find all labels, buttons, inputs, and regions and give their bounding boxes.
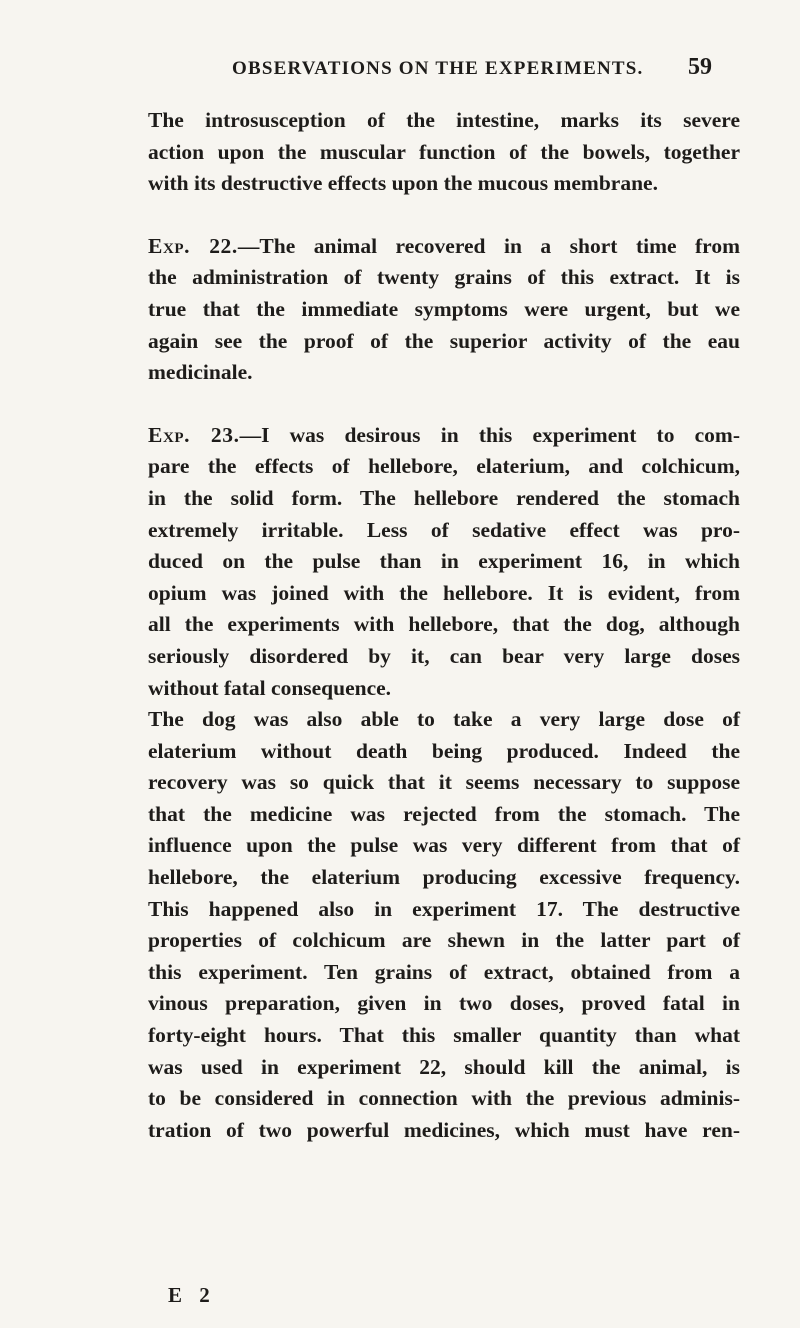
text-line xyxy=(114,420,740,452)
text-line: The introsusception of the intestine, marks its severe xyxy=(148,108,740,132)
experiment-label: Exp. 22. xyxy=(148,233,238,258)
text-line: action upon the muscular function of the bowels, together xyxy=(148,139,740,164)
text-line-rest: —I was desirous in this experiment to com- xyxy=(239,422,740,447)
text-line: hellebore, the elaterium producing excessive frequency. xyxy=(148,865,740,890)
text-line: medicinale. xyxy=(148,360,253,385)
text-line: properties of colchicum are shewn in the latter part of xyxy=(148,928,740,953)
text-line: this experiment. Ten grains of extract, obtained from a xyxy=(148,959,740,984)
text-line: This happened also in experiment 17. The destructive xyxy=(148,896,740,921)
body-text xyxy=(114,105,740,1146)
text-line: opium was joined with the hellebore. It is evident, from xyxy=(148,580,740,605)
text-line: that the medicine was rejected from the stomach. The xyxy=(148,801,740,826)
text-line: extremely irritable. Less of sedative effect was pro- xyxy=(148,517,740,542)
text-line: pare the effects of hellebore, elaterium, and colchicum, xyxy=(148,454,740,479)
text-line: recovery was so quick that it seems necessary to suppose xyxy=(148,770,740,795)
paragraph-exp-22 xyxy=(114,231,740,389)
text-line: the administration of twenty grains of this extract. It is xyxy=(148,265,740,290)
running-head: OBSERVATIONS ON THE EXPERIMENTS. xyxy=(232,58,644,79)
text-line: to be considered in connection with the previous adminis- xyxy=(148,1086,740,1111)
paragraph-introsusception xyxy=(114,105,740,200)
text-line-rest: —The animal recovered in a short time from xyxy=(237,233,740,258)
text-line: again see the proof of the superior activity of the eau xyxy=(148,328,740,353)
text-line: seriously disordered by it, can bear very large doses xyxy=(148,643,740,668)
text-line: forty-eight hours. That this smaller quantity than what xyxy=(148,1023,740,1048)
text-line xyxy=(114,231,740,263)
text-line: true that the immediate symptoms were urgent, but we xyxy=(148,296,740,321)
text-line: all the experiments with hellebore, that the dog, although xyxy=(148,612,740,637)
text-line: vinous preparation, given in two doses, proved fatal in xyxy=(148,991,740,1016)
text-line: was used in experiment 22, should kill the animal, is xyxy=(148,1054,740,1079)
text-line: elaterium without death being produced. Indeed the xyxy=(148,738,740,763)
experiment-label: Exp. 23. xyxy=(148,422,240,447)
text-line: The dog was also able to take a very large dose of xyxy=(148,707,740,732)
text-line: without fatal consequence. xyxy=(148,675,392,700)
text-line: with its destructive effects upon the mucous membrane. xyxy=(148,171,658,196)
text-line: in the solid form. The hellebore rendered the stomach xyxy=(148,485,740,510)
text-line: duced on the pulse than in experiment 16, in which xyxy=(148,549,740,574)
paragraph-exp-23 xyxy=(114,420,740,704)
paragraph-dog-elaterium xyxy=(114,704,740,1146)
text-line: tration of two powerful medicines, which must have ren- xyxy=(148,1117,740,1142)
page-number: 59 xyxy=(688,54,712,80)
text-line: influence upon the pulse was very different from that of xyxy=(148,833,740,858)
signature-mark: E 2 xyxy=(168,1283,216,1307)
